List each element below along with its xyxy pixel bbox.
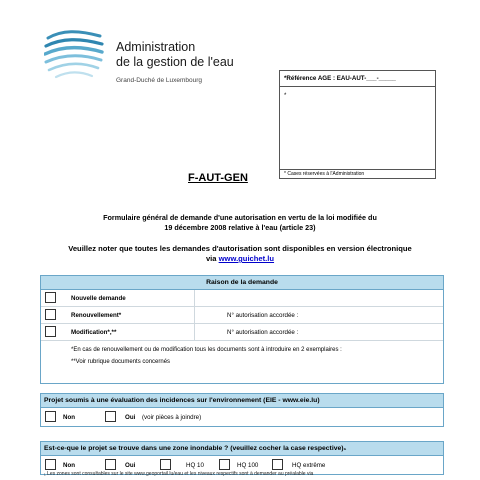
eie-oui-label: Oui [125, 414, 136, 421]
guichet-link[interactable]: www.guichet.lu [218, 254, 275, 263]
notice-line1: Veuillez noter que toutes les demandes d'autorisation sont disponibles en version électronique [68, 244, 412, 253]
title-line1: Formulaire général de demande d'une autorisation en vertu de la loi modifiée du [103, 213, 377, 222]
reason-note2: **Voir rubrique documents concernés [71, 359, 171, 365]
column-divider [194, 324, 195, 340]
eie-options [41, 408, 443, 425]
renewal-checkbox[interactable] [45, 309, 56, 320]
reason-note1: *En cas de renouvellement ou de modification tous les documents sont à introduire en 2 exemplaires : [71, 347, 342, 353]
title-line2: 19 décembre 2008 relative à l'eau (article 23) [164, 223, 316, 232]
flood-oui-checkbox[interactable] [105, 459, 116, 470]
reference-field[interactable]: * [284, 93, 287, 99]
flood-hqextreme-checkbox[interactable] [272, 459, 283, 470]
reason-row-modification [41, 324, 443, 341]
renewal-label: Renouvellement* [71, 312, 122, 319]
eie-non-checkbox[interactable] [45, 411, 56, 422]
notice-via: via [205, 254, 219, 263]
section-reason [40, 275, 444, 384]
reference-box [279, 70, 436, 179]
modification-checkbox[interactable] [45, 326, 56, 337]
flood-hqextreme-label: HQ extrême [292, 462, 326, 469]
org-line2: de la gestion de l'eau [116, 55, 234, 69]
eie-oui-note: (voir pièces à joindre) [142, 414, 202, 421]
flood-hq10-label: HQ 10 [186, 462, 204, 469]
reason-row-renewal [41, 307, 443, 324]
flood-hq10-checkbox[interactable] [160, 459, 171, 470]
reference-label: *Référence AGE : EAU-AUT-___-_____ [280, 71, 435, 87]
reason-notes [41, 341, 443, 368]
form-code: F-AUT-GEN [188, 172, 248, 184]
new-request-checkbox[interactable] [45, 292, 56, 303]
eie-non-label: Non [63, 414, 76, 421]
flood-oui-label: Oui [125, 462, 136, 469]
org-line3: Grand-Duché de Luxembourg [116, 77, 202, 84]
section-eie-header: Projet soumis à une évaluation des incidences sur l'environnement (EIE - www.eie.lu) [41, 394, 443, 408]
flood-hq100-checkbox[interactable] [219, 459, 230, 470]
flood-hq100-label: HQ 100 [237, 462, 259, 469]
flood-footnote: ₁ Les zones sont consultables sur le site www.geoportail.lu/eau et les niveaux respectifs sont à demander au préalable via [44, 471, 314, 477]
reference-footer: * Cases réservées à l'Administration [280, 169, 435, 178]
column-divider [194, 307, 195, 323]
electronic-notice [36, 244, 444, 264]
eie-oui-checkbox[interactable] [105, 411, 116, 422]
form-title [40, 213, 440, 233]
reason-row-new [41, 290, 443, 307]
section-reason-header: Raison de la demande [41, 276, 443, 290]
flood-non-label: Non [63, 462, 76, 469]
modification-auth-number-label[interactable]: N° autorisation accordée : [227, 329, 299, 336]
age-waves-logo-icon [44, 30, 104, 82]
column-divider [194, 290, 195, 306]
org-line1: Administration [116, 40, 196, 54]
section-eie [40, 393, 444, 427]
section-flood-zone [40, 441, 444, 475]
modification-label: Modification*,** [71, 329, 117, 336]
new-request-label: Nouvelle demande [71, 295, 126, 302]
organization-name [116, 40, 234, 88]
flood-non-checkbox[interactable] [45, 459, 56, 470]
renewal-auth-number-label[interactable]: N° autorisation accordée : [227, 312, 299, 319]
section-flood-header: Est-ce-que le projet se trouve dans une zone inondable ? (veuillez cocher la case respective)₁ [41, 442, 443, 456]
